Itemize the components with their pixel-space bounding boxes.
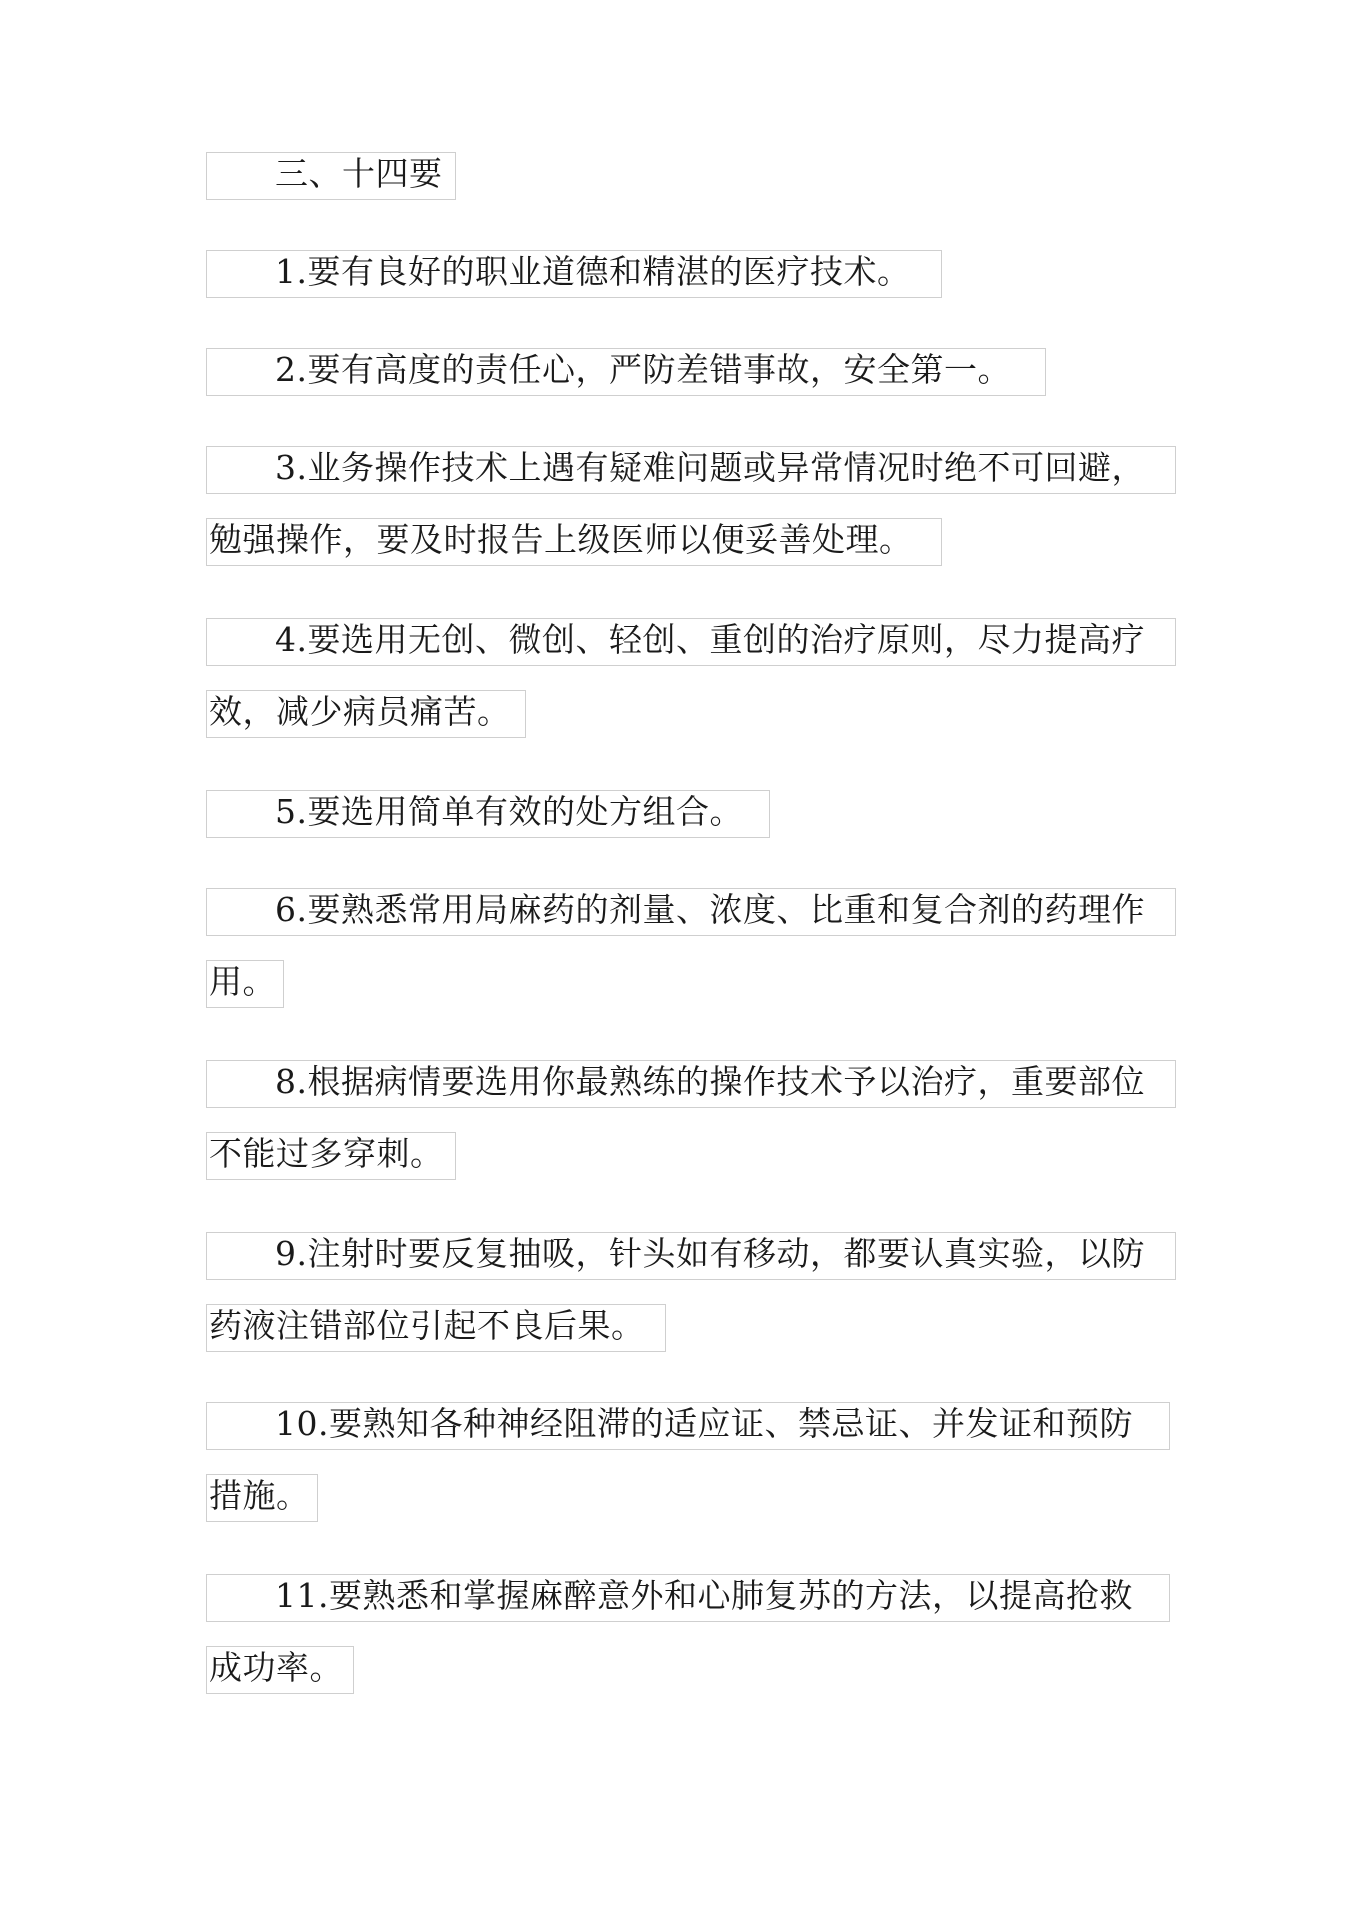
item-9-line-1: 9.注射时要反复抽吸，针头如有移动，都要认真实验，以防 [206,1232,1176,1280]
item-8-line-1: 8.根据病情要选用你最熟练的操作技术予以治疗，重要部位 [206,1060,1176,1108]
item-8-line-2: 不能过多穿刺。 [206,1132,456,1180]
item-11-line-2: 成功率。 [206,1646,354,1694]
item-10-line-2: 措施。 [206,1474,318,1522]
item-4-line-1: 4.要选用无创、微创、轻创、重创的治疗原则，尽力提高疗 [206,618,1176,666]
item-9-line-2: 药液注错部位引起不良后果。 [206,1304,666,1352]
item-5-line-1: 5.要选用简单有效的处方组合。 [206,790,770,838]
item-2-line-1: 2.要有高度的责任心，严防差错事故，安全第一。 [206,348,1046,396]
item-6-line-2: 用。 [206,960,284,1008]
item-6-line-1: 6.要熟悉常用局麻药的剂量、浓度、比重和复合剂的药理作 [206,888,1176,936]
item-3-line-2: 勉强操作，要及时报告上级医师以便妥善处理。 [206,518,942,566]
item-11-line-1: 11.要熟悉和掌握麻醉意外和心肺复苏的方法，以提高抢救 [206,1574,1170,1622]
item-1-line-1: 1.要有良好的职业道德和精湛的医疗技术。 [206,250,942,298]
section-heading: 三、十四要 [206,152,456,200]
item-10-line-1: 10.要熟知各种神经阻滞的适应证、禁忌证、并发证和预防 [206,1402,1170,1450]
item-4-line-2: 效，减少病员痛苦。 [206,690,526,738]
item-3-line-1: 3.业务操作技术上遇有疑难问题或异常情况时绝不可回避， [206,446,1176,494]
